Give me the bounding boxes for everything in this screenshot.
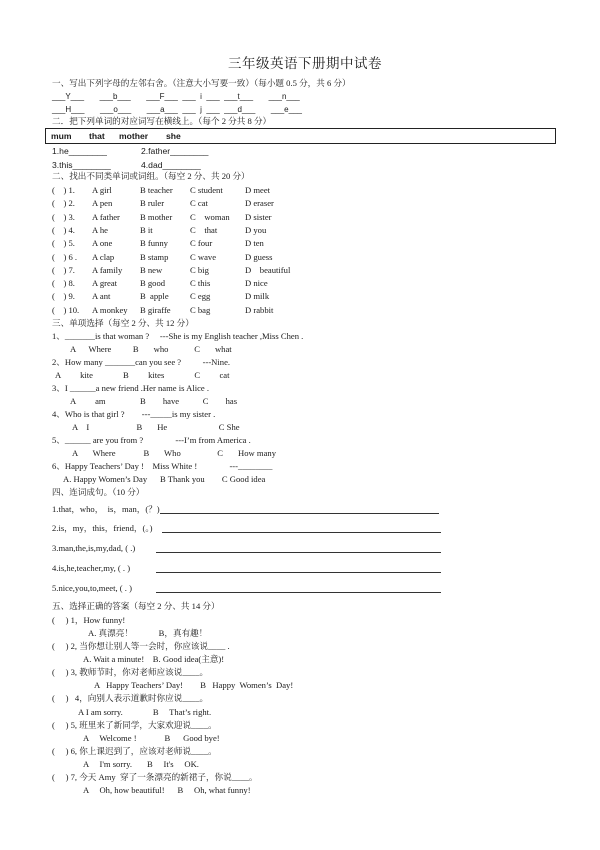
odd-item-option-c: C egg <box>190 291 211 302</box>
choice-question-6: ( ) 6, 你上课迟到了，应该对老师说____。 <box>52 746 217 756</box>
choice-question-3: ( ) 3, 教师节时，你对老师应该说____。 <box>52 667 209 677</box>
match-item-4: 4.dad________ <box>141 160 201 170</box>
choice-options-1: A. 真漂亮！ B，真有趣！ <box>88 628 208 638</box>
odd-item-option-a: A family <box>92 264 123 275</box>
odd-item-option-d: D nice <box>245 278 268 289</box>
odd-item-option-c: C student <box>190 185 223 195</box>
odd-item-option-b: B giraffe <box>140 304 171 315</box>
odd-item-number: ( ) 2. <box>52 198 75 209</box>
odd-item-number: ( ) 7. <box>52 264 75 275</box>
mc-question-2: 2、How many _______can you see ? ---Nine. <box>52 357 231 367</box>
odd-item-option-c: C this <box>190 278 211 289</box>
word-bank-box <box>45 128 556 144</box>
sentence-item-5: 5.nice,you,to,meet, ( . ) <box>52 583 132 593</box>
odd-item-option-c: C wave <box>190 251 217 262</box>
mc-options-2: A kite B kites C cat <box>55 370 230 380</box>
odd-item-option-d: D beautiful <box>245 264 291 275</box>
odd-item-option-d: D rabbit <box>245 304 274 315</box>
answer-line-5 <box>156 592 441 593</box>
odd-item-option-d: D sister <box>245 211 272 222</box>
odd-item-option-d: D eraser <box>245 198 274 209</box>
odd-item-option-b: B apple <box>140 291 169 302</box>
choice-options-4: A I am sorry. B That’s right. <box>78 707 212 717</box>
page-title: 三年级英语下册期中试卷 <box>228 56 382 71</box>
answer-line-4 <box>156 572 441 573</box>
odd-item-number: ( ) 9. <box>52 291 75 302</box>
odd-item-option-c: C bag <box>190 304 211 315</box>
sentence-item-2: 2.is，my，this，friend，(。) <box>52 523 153 533</box>
odd-item-option-b: B mother <box>140 211 173 222</box>
odd-item-option-c: C big <box>190 264 209 275</box>
mc-options-6: A. Happy Women’s Day B Thank you C Good idea <box>63 474 266 484</box>
odd-item-option-b: B funny <box>140 238 168 249</box>
odd-item-option-a: A one <box>92 238 113 249</box>
odd-item-option-b: B new <box>140 264 163 275</box>
choice-options-7: A Oh, how beautiful! B Oh, what funny! <box>83 785 251 795</box>
odd-item-option-d: D you <box>245 224 267 235</box>
odd-item-option-a: A father <box>92 211 120 222</box>
choice-options-5: A Welcome ! B Good bye! <box>83 733 220 743</box>
choice-question-1: ( ) 1，How funny! <box>52 615 126 625</box>
section-2-heading: 二．把下列单词的对应词写在横线上。（每个 2 分共 8 分） <box>52 116 272 126</box>
odd-item-option-d: D meet <box>245 185 271 195</box>
section-4-heading: 三、单项选择（每空 2 分、共 12 分） <box>52 318 194 328</box>
word-that: that <box>89 131 105 141</box>
odd-item-option-b: B good <box>140 278 166 289</box>
mc-options-4: A I B He C She <box>72 422 240 432</box>
answer-line-3 <box>156 552 441 553</box>
answer-line-2 <box>162 532 441 533</box>
odd-item-option-d: D guess <box>245 251 273 262</box>
odd-item-number: ( ) 3. <box>52 211 75 222</box>
odd-item-number: ( ) 4. <box>52 224 75 235</box>
odd-item-option-a: A he <box>92 224 108 235</box>
odd-item-option-a: A girl <box>92 185 112 195</box>
word-mother: mother <box>119 131 149 141</box>
odd-item-option-a: A ant <box>92 291 111 302</box>
odd-item-option-c: C that <box>190 224 218 235</box>
odd-item-number: ( ) 8. <box>52 278 75 289</box>
choice-question-7: ( ) 7, 今天 Amy 穿了一条漂亮的新裙子，你说____。 <box>52 772 258 782</box>
match-item-2: 2.father________ <box>141 146 209 156</box>
odd-item-option-a: A clap <box>92 251 115 262</box>
odd-item-number: ( ) 5. <box>52 238 75 249</box>
sentence-item-3: 3.man,the,is,my,dad, ( .) <box>52 543 136 553</box>
word-mum: mum <box>51 131 72 141</box>
choice-question-5: ( ) 5, 班里来了新同学，大家欢迎说____。 <box>52 720 217 730</box>
mc-options-3: A am B have C has <box>70 396 238 406</box>
odd-item-option-d: D ten <box>245 238 264 249</box>
match-item-3: 3.this________ <box>52 160 111 170</box>
match-item-1: 1.he________ <box>52 146 107 156</box>
choice-options-2: A. Wait a minute! B. Good idea(主意)! <box>83 654 225 664</box>
mc-question-6: 6、Happy Teachers’ Day ! Miss White ! ---________ <box>52 461 273 471</box>
mc-question-4: 4、Who is that girl ? ---_____is my sister . <box>52 409 216 419</box>
mc-question-1: 1、_______is that woman ? ---She is my English teacher ,Miss Chen . <box>52 331 304 341</box>
mc-options-5: A Where B Who C How many <box>72 448 277 458</box>
odd-item-option-b: B ruler <box>140 198 165 209</box>
mc-question-3: 3、I ______a new friend .Her name is Alice . <box>52 383 210 393</box>
odd-item-option-b: B stamp <box>140 251 169 262</box>
answer-line-1 <box>160 513 439 514</box>
letter-row-1: ___Y___ ___b___ ___F___ ___ i ___ ___t___ ___n___ <box>52 92 300 101</box>
odd-item-option-a: A pen <box>92 198 113 209</box>
odd-item-option-c: C four <box>190 238 213 249</box>
choice-options-6: A I'm sorry. B It's OK. <box>83 759 199 769</box>
letter-row-2: ___H___ ___o___ ___a___ ___ j ___ ___d___ ___e___ <box>52 105 302 114</box>
odd-item-option-d: D milk <box>245 291 270 302</box>
odd-item-option-c: C woman <box>190 211 230 222</box>
section-3-heading: 二、找出不同类单词或词组。（每空 2 分、共 20 分） <box>52 171 250 181</box>
odd-item-option-c: C cat <box>190 198 208 209</box>
choice-question-2: ( ) 2, 当你想让别人等一会时，你应该说____ . <box>52 641 230 651</box>
section-5-heading: 四、连词成句。（10 分） <box>52 487 145 497</box>
mc-question-5: 5、______ are you from ? ---I’m from America . <box>52 435 251 445</box>
sentence-item-1: 1.that，who， is，man，(？) <box>52 504 160 514</box>
odd-item-option-a: A monkey <box>92 304 128 315</box>
odd-item-number: ( ) 1. <box>52 185 75 195</box>
odd-item-option-a: A great <box>92 278 118 289</box>
choice-options-3: A Happy Teachers’ Day! B Happy Women’s Day! <box>94 680 294 690</box>
choice-question-4: ( ) 4，向别人表示道歉时你应说____。 <box>52 693 209 703</box>
word-she: she <box>166 131 181 141</box>
section-1-heading: 一、写出下列字母的左邻右舍。（注意大小写要一致）（每小题 0.5 分，共 6 分） <box>52 78 351 88</box>
sentence-item-4: 4.is,he,teacher,my, ( . ) <box>52 563 131 573</box>
odd-item-option-b: B teacher <box>140 185 173 195</box>
section-6-heading: 五、选择正确的答案（每空 2 分、共 14 分） <box>52 601 220 611</box>
odd-item-number: ( ) 10. <box>52 304 80 315</box>
odd-item-number: ( ) 6 . <box>52 251 78 262</box>
odd-item-option-b: B it <box>140 224 153 235</box>
mc-options-1: A Where B who C what <box>70 344 232 354</box>
